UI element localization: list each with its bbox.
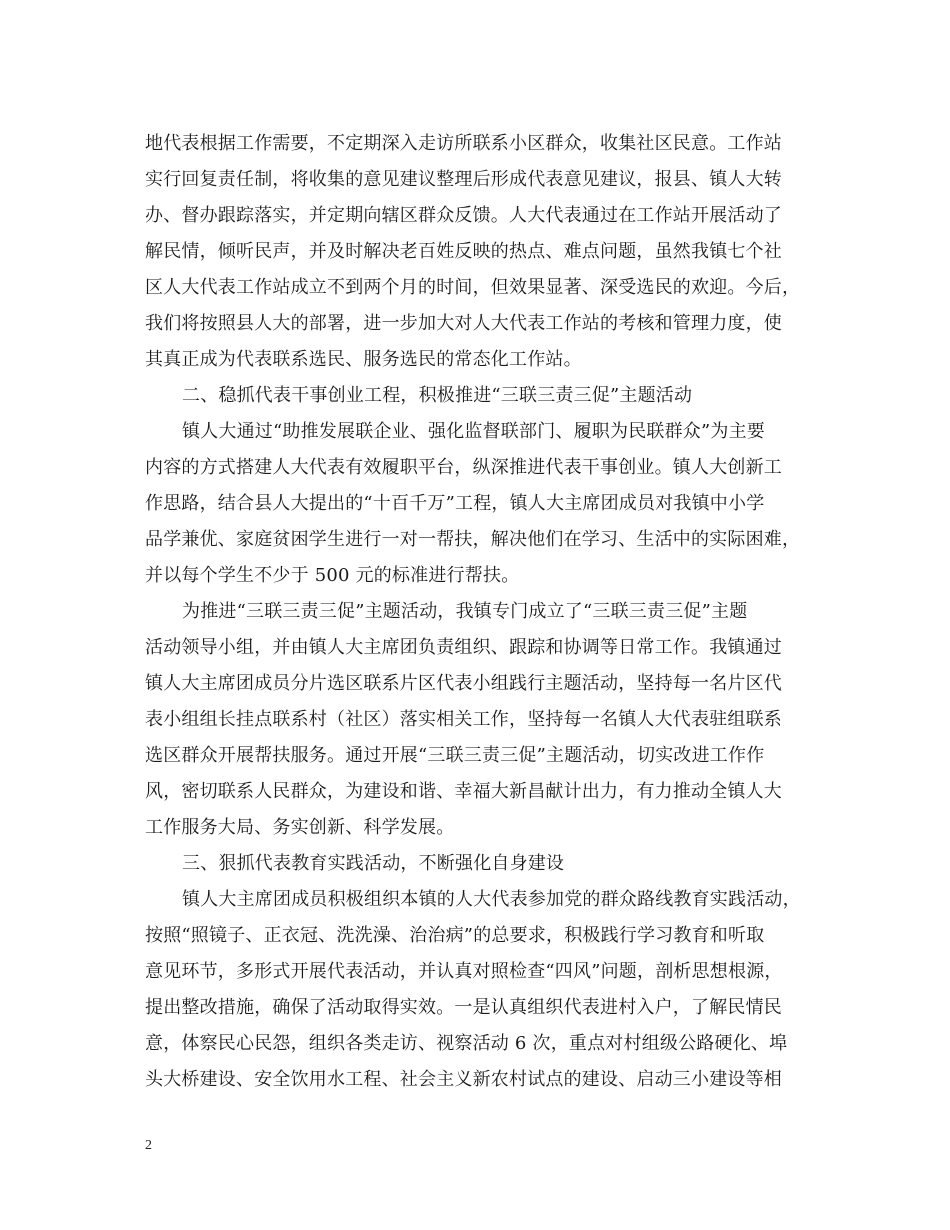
- text-line: 作思路，结合县人大提出的“十百千万”工程，镇人大主席团成员对我镇中小学: [145, 493, 765, 514]
- text-line: 头大桥建设、安全饮用水工程、社会主义新农村试点的建设、启动三小建设等相: [145, 1069, 782, 1090]
- text-line: 内容的方式搭建人大代表有效履职平台，纵深推进代表干事创业。镇人大创新工: [145, 457, 782, 478]
- text-line: 镇人大通过“助推发展联企业、强化监督联部门、履职为民联群众”为主要: [182, 421, 766, 442]
- text-line: 区人大代表工作站成立不到两个月的时间，但效果显著、深受选民的欢迎。今后，: [145, 277, 801, 298]
- text-line: 镇人大主席团成员积极组织本镇的人大代表参加党的群众路线教育实践活动，: [182, 889, 801, 910]
- text-line: 镇人大主席团成员分片选区联系片区代表小组践行主题活动，坚持每一名片区代: [145, 673, 782, 694]
- text-line: 地代表根据工作需要，不定期深入走访所联系小区群众，收集社区民意。工作站: [145, 133, 782, 154]
- text-line: 风，密切联系人民群众，为建设和谐、幸福大新昌献计出力，有力推动全镇人大: [145, 781, 782, 802]
- text-line: 按照“照镜子、正衣冠、洗洗澡、治治病”的总要求，积极践行学习教育和听取: [145, 925, 765, 946]
- text-line: 选区群众开展帮扶服务。通过开展“三联三责三促”主题活动，切实改进工作作: [145, 745, 765, 766]
- text-line: 意，体察民心民怨，组织各类走访、视察活动 6 次，重点对村组级公路硬化、埠: [145, 1033, 788, 1054]
- text-line: 品学兼优、家庭贫困学生进行一对一帮扶，解决他们在学习、生活中的实际困难，: [145, 529, 801, 550]
- section-heading-3: 三、狠抓代表教育实践活动，不断强化自身建设: [182, 853, 565, 874]
- text-line: 解民情，倾听民声，并及时解决老百姓反映的热点、难点问题，虽然我镇七个社: [145, 241, 782, 262]
- text-line: 工作服务大局、务实创新、科学发展。: [145, 817, 455, 838]
- page-number: 2: [145, 1138, 152, 1153]
- text-line: 实行回复责任制，将收集的意见建议整理后形成代表意见建议，报县、镇人大转: [145, 169, 782, 190]
- text-line: 并以每个学生不少于 500 元的标准进行帮扶。: [145, 565, 520, 586]
- section-heading-2: 二、稳抓代表干事创业工程，积极推进“三联三责三促”主题活动: [182, 385, 693, 406]
- text-line: 为推进“三联三责三促”主题活动，我镇专门成立了“三联三责三促”主题: [182, 601, 748, 622]
- text-line: 其真正成为代表联系选民、服务选民的常态化工作站。: [145, 349, 582, 370]
- text-line: 活动领导小组，并由镇人大主席团负责组织、跟踪和协调等日常工作。我镇通过: [145, 637, 782, 658]
- text-line: 表小组组长挂点联系村（社区）落实相关工作，坚持每一名镇人大代表驻组联系: [145, 709, 782, 730]
- text-line: 办、督办跟踪落实，并定期向辖区群众反馈。人大代表通过在工作站开展活动了: [145, 205, 782, 226]
- text-line: 意见环节，多形式开展代表活动，并认真对照检查“四风”问题，剖析思想根源，: [145, 961, 783, 982]
- text-line: 我们将按照县人大的部署，进一步加大对人大代表工作站的考核和管理力度，使: [145, 313, 782, 334]
- text-line: 提出整改措施，确保了活动取得实效。一是认真组织代表进村入户，了解民情民: [145, 997, 782, 1018]
